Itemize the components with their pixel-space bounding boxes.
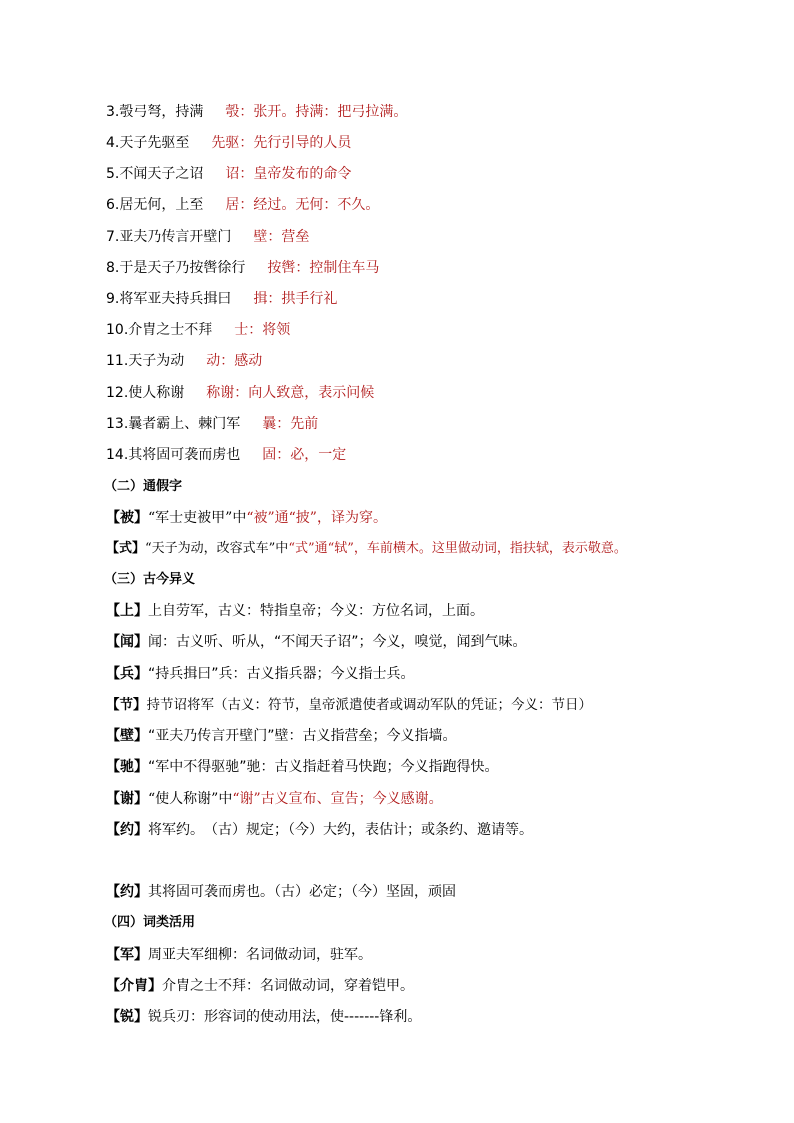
gujin-item-jie [106, 695, 592, 715]
word-gloss: 壁：营垒 [253, 229, 310, 245]
item-quote: “军士吏被甲”中 [148, 510, 247, 526]
word-line-7 [106, 227, 309, 247]
tongjia-item-bei [106, 508, 387, 528]
word-number: 10. [106, 322, 129, 338]
word-line-5 [106, 164, 351, 184]
word-line-9 [106, 289, 337, 309]
item-note: “谢”古义宣布、宣告；今义感谢。 [232, 791, 443, 807]
word-line-4 [106, 133, 351, 153]
word-line-10 [106, 320, 290, 340]
item-key: 【驰】 [106, 759, 148, 775]
word-number: 12. [106, 385, 129, 401]
word-phrase: 使人称谢 [128, 385, 185, 401]
word-phrase: 彀弓弩，持满 [119, 104, 204, 120]
section-title-cileihuoyong: （四）词类活用 [104, 915, 196, 930]
item-key: 【节】 [106, 697, 147, 713]
word-gloss: 固：必，一定 [262, 447, 347, 463]
item-key: 【被】 [106, 510, 148, 526]
item-key: 【约】 [106, 884, 148, 900]
item-key: 【介胄】 [106, 978, 162, 994]
word-phrase: 于是天子乃按辔徐行 [119, 260, 246, 276]
item-key: 【壁】 [106, 728, 148, 744]
word-gloss: 先驱：先行引导的人员 [211, 135, 352, 151]
word-number: 14. [106, 447, 129, 463]
gujin-item-wen [106, 632, 527, 652]
word-gloss: 揖：拱手行礼 [253, 291, 338, 307]
word-line-12 [106, 383, 374, 403]
word-number: 11. [106, 353, 129, 369]
word-phrase: 天子为动 [128, 353, 185, 369]
word-phrase: 天子先驱至 [119, 135, 190, 151]
word-phrase: 居无何，上至 [119, 197, 204, 213]
word-number: 4. [106, 135, 120, 151]
tongjia-item-shi [106, 539, 627, 559]
huoyong-item-jun [106, 945, 372, 965]
word-phrase: 亚夫乃传言开壁门 [119, 229, 232, 245]
item-text: 持节诏将军（古义：符节，皇帝派遣使者或调动军队的凭证；今义：节日） [146, 697, 592, 713]
item-key: 【式】 [106, 541, 146, 556]
item-quote: “天子为动，改容式车”中 [145, 541, 289, 556]
word-line-14 [106, 445, 346, 465]
item-text: 闻：古义听、听从，“不闻天子诏”；今义，嗅觉，闻到气味。 [148, 634, 527, 650]
word-gloss: 彀：张开。持满：把弓拉满。 [225, 104, 408, 120]
word-line-8 [106, 258, 379, 278]
word-gloss: 按辔：控制住车马 [267, 260, 380, 276]
item-text: “亚夫乃传言开壁门”壁：古义指营垒；今义指墙。 [148, 728, 457, 744]
huoyong-item-rui [106, 1007, 421, 1027]
word-phrase: 不闻天子之诏 [119, 166, 204, 182]
item-text: 周亚夫军细柳：名词做动词，驻军。 [148, 947, 372, 963]
item-key: 【军】 [106, 947, 148, 963]
word-gloss: 称谢：向人致意，表示问候 [206, 385, 375, 401]
word-gloss: 曩：先前 [262, 416, 319, 432]
huoyong-item-jiezhou [106, 976, 414, 996]
word-line-13 [106, 414, 318, 434]
section-title-tongjiazi: （二）通假字 [104, 479, 183, 494]
gujin-item-yue-2 [106, 882, 456, 902]
item-text: “军中不得驱驰”驰：古义指赶着马快跑；今义指跑得快。 [148, 759, 499, 775]
word-number: 5. [106, 166, 120, 182]
word-number: 13. [106, 416, 129, 432]
word-number: 6. [106, 197, 120, 213]
item-key: 【上】 [106, 603, 148, 619]
gujin-item-chi [106, 757, 499, 777]
gujin-item-yue-1 [106, 820, 533, 840]
gujin-item-bi [106, 726, 457, 746]
gujin-item-shang [106, 601, 484, 621]
item-key: 【约】 [106, 822, 148, 838]
word-gloss: 居：经过。无何：不久。 [225, 197, 380, 213]
item-key: 【闻】 [106, 634, 148, 650]
word-phrase: 介胄之士不拜 [128, 322, 213, 338]
item-text: 其将固可袭而虏也。（古）必定；（今）坚固，顽固 [148, 884, 456, 900]
gujin-item-bing [106, 664, 415, 684]
word-number: 3. [106, 104, 120, 120]
item-key: 【谢】 [106, 791, 148, 807]
word-phrase: 曩者霸上、棘门军 [128, 416, 241, 432]
word-number: 7. [106, 229, 120, 245]
item-text: 介胄之士不拜：名词做动词，穿着铠甲。 [162, 978, 414, 994]
word-phrase: 将军亚夫持兵揖曰 [119, 291, 232, 307]
item-key: 【锐】 [106, 1009, 148, 1025]
word-line-6 [106, 195, 379, 215]
word-gloss: 诏：皇帝发布的命令 [225, 166, 352, 182]
word-line-3 [106, 102, 407, 122]
word-number: 8. [106, 260, 120, 276]
item-text: 上自劳军，古义：特指皇帝；今义：方位名词，上面。 [148, 603, 484, 619]
item-key: 【兵】 [106, 666, 148, 682]
item-note: “被”通“披”，译为穿。 [246, 510, 387, 526]
word-gloss: 动：感动 [206, 353, 263, 369]
word-number: 9. [106, 291, 120, 307]
item-note: “式”通“轼”，车前横木。这里做动词，指扶轼，表示敬意。 [288, 541, 627, 556]
item-text: 将军约。 （古）规定；（今）大约，表估计；或条约、邀请等。 [148, 822, 533, 838]
word-gloss: 士：将领 [234, 322, 291, 338]
gujin-item-xie [106, 789, 443, 809]
word-line-11 [106, 351, 262, 371]
item-quote: “使人称谢”中 [148, 791, 233, 807]
item-text: 锐兵刃：形容词的使动用法，使-------锋利。 [148, 1009, 422, 1025]
section-title-gujinyiyi: （三）古今异义 [104, 572, 196, 587]
word-phrase: 其将固可袭而虏也 [128, 447, 241, 463]
item-text: “持兵揖曰”兵：古义指兵器；今义指士兵。 [148, 666, 415, 682]
